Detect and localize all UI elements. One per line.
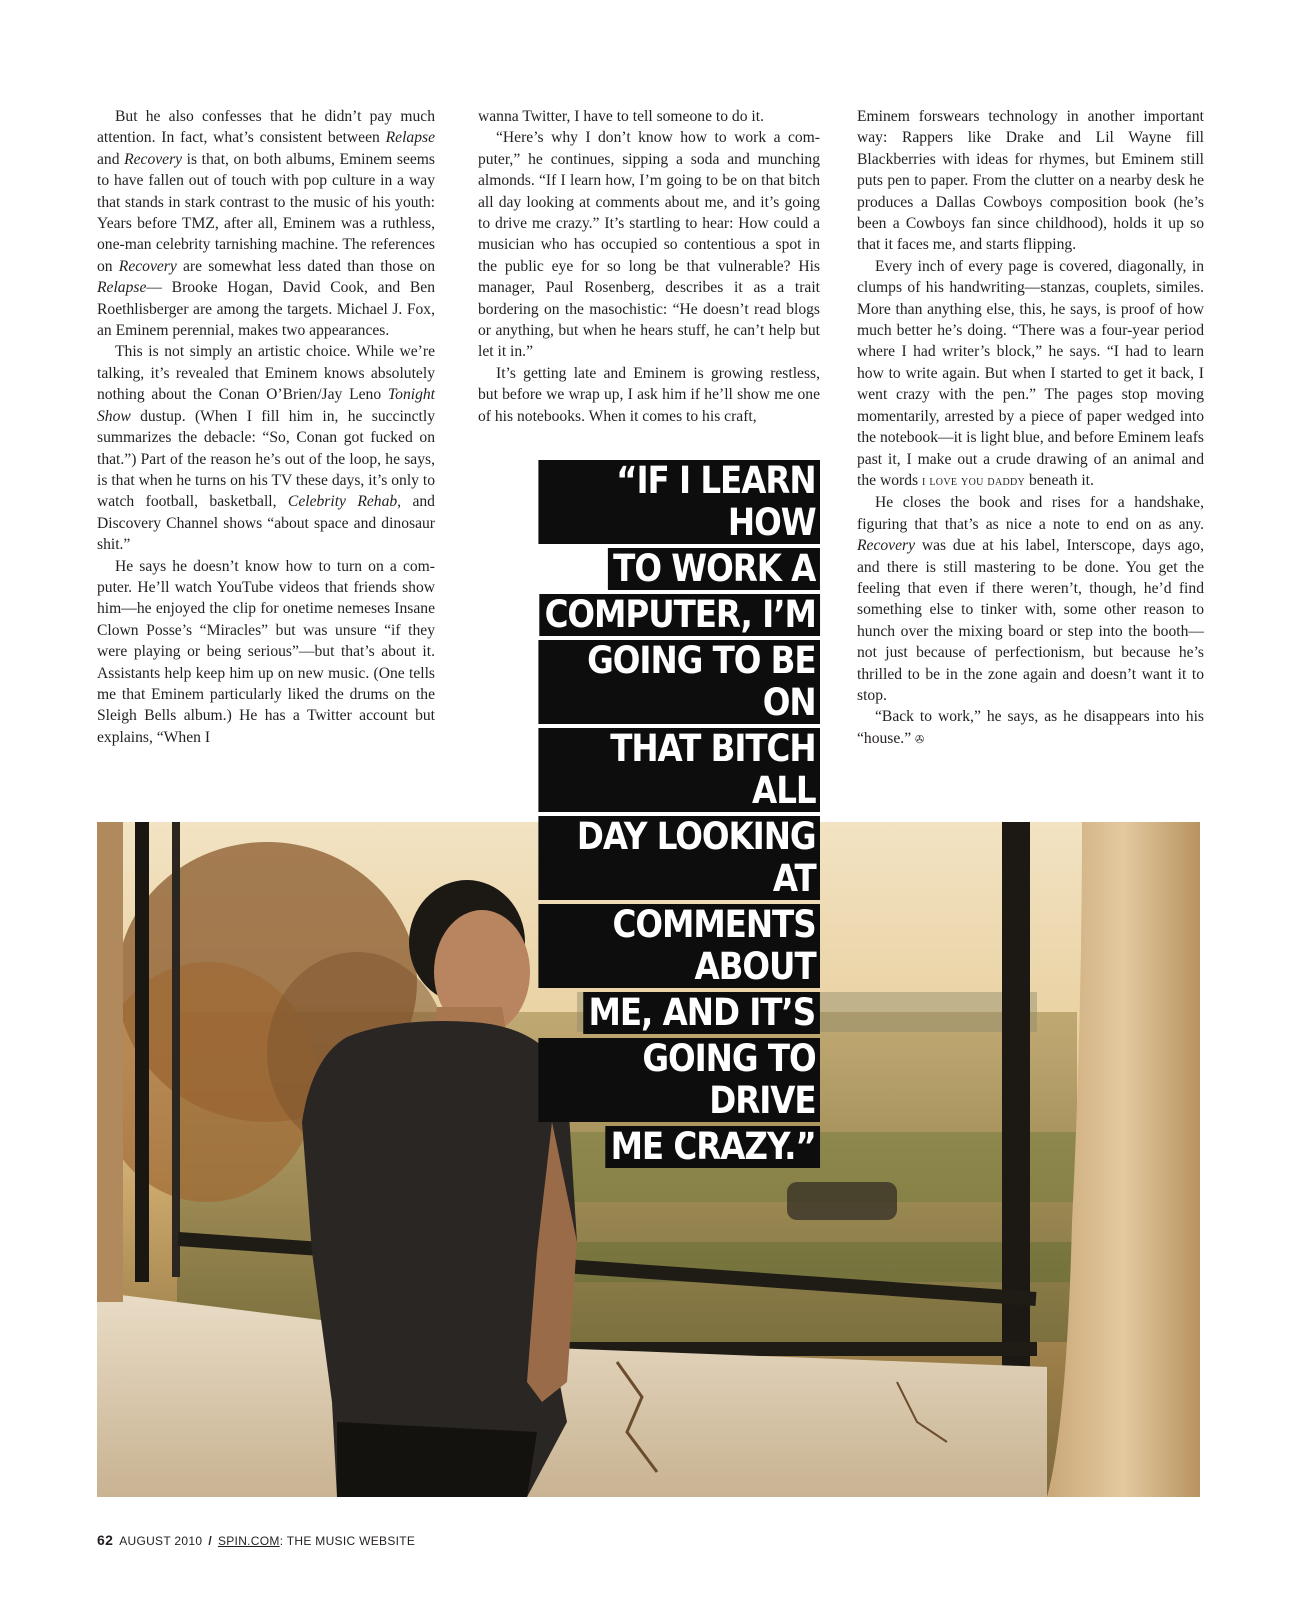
pull-quote-line: TO WORK A	[608, 548, 820, 590]
page-number: 62	[97, 1532, 114, 1548]
paragraph: But he also confesses that he didn’t pay much attention. In fact, what’s consistent between Relapse and Recovery is that, on both albums, Eminem seems to have fallen out of touch with pop culture in a way that stands in stark contrast to the music of his youth: Years before TMZ, after all, Eminem was a ruthless, one-man celebrity tarnishing machine. The references on Recovery are somewhat less dated than those on Relapse— Brooke Hogan, David Cook, and Ben Roethlisberger are among the targets. Michael J. Fox, an Eminem perennial, makes two appearances.	[97, 108, 435, 340]
paragraph: It’s getting late and Eminem is growing restless, but before we wrap up, I ask him if he’ll show me one of his notebooks. When it comes to his craft,	[478, 364, 820, 425]
pull-quote-line: COMMENTS ABOUT	[538, 904, 820, 988]
paragraph: This is not simply an artistic choice. While we’re talking, it’s revealed that Eminem knows absolutely nothing about the Conan O’Brien/Jay Leno Tonight Show dustup. (When I fill him in, he succinctly summarizes the debacle: “So, Conan got fucked on that.”) Part of the reason he’s out of the loop, he says, is that when he turns on his TV these days, it’s only to watch football, basketball, Celebrity Rehab, and Discovery Channel shows “about space and dinosaur shit.”	[97, 343, 435, 554]
pull-quote-line: “IF I LEARN HOW	[538, 460, 820, 544]
paragraph: He closes the book and rises for a handshake, figuring that that’s as nice a note to end on as any. Recovery was due at his label, Interscope, days ago, and there is still mastering to be done. You get the feeling that even if there weren’t, though, he’d find something else to tinker with, some other reason to hunch over the mixing board or step into the booth—not just because of perfectionism, but because he’s thrilled to be in the zone again and doesn’t want it to stop.	[857, 494, 1204, 704]
page-footer	[97, 1532, 415, 1548]
pull-quote-line: THAT BITCH ALL	[538, 728, 820, 812]
paragraph: “Here’s why I don’t know how to work a computer,” he continues, sipping a soda and munching almonds. “If I learn how, I’m going to be on that bitch all day looking at comments about me, and it’s going to drive me crazy.” It’s startling to hear: How could a musician who has occupied so contentious a spot in the public eye for so long be that vulnerable? His manager, Paul Rosenberg, describes it as a trait bordering on the masochistic: “He doesn’t read blogs or anything, but when he hears stuff, he can’t help but let it in.”	[478, 129, 820, 361]
pull-quote	[500, 460, 820, 1172]
pull-quote-line: ME, AND IT’S	[584, 992, 820, 1034]
end-mark-icon: ✇	[915, 733, 925, 746]
site-link[interactable]: SPIN.COM	[217, 1534, 280, 1548]
article-column-1	[97, 106, 435, 748]
issue-date: AUGUST 2010	[119, 1534, 203, 1548]
footer-divider: /	[208, 1534, 212, 1548]
article-column-3	[857, 106, 1204, 751]
article-column-2	[478, 106, 820, 427]
pull-quote-line: GOING TO BE ON	[538, 640, 820, 724]
paragraph: wanna Twitter, I have to tell someone to do it.	[478, 108, 764, 125]
pull-quote-line: DAY LOOKING AT	[538, 816, 820, 900]
site-tagline: : THE MUSIC WEBSITE	[279, 1534, 416, 1548]
pull-quote-line: COMPUTER, I’M	[539, 594, 820, 636]
pull-quote-line: GOING TO DRIVE	[538, 1038, 820, 1122]
paragraph: Eminem forswears technology in another important way: Rappers like Drake and Lil Wayne fill Blackberries with ideas for rhymes, but Eminem still puts pen to paper. From the clutter on a nearby desk he produces a Dallas Cowboys composition book (he’s been a Cowboys fan since childhood), holds it up so that it faces me, and starts flipping.	[857, 108, 1204, 254]
paragraph: He says he doesn’t know how to turn on a computer. He’ll watch YouTube videos that friends show him—he enjoyed the clip for onetime nemeses Insane Clown Posse’s “Miracles” but was unsure “if they were playing or being serious”—but that’s about it. Assistants help keep him up on new music. (One tells me that Eminem particularly liked the drums on the Sleigh Bells album.) He has a Twitter account but explains, “When I	[97, 557, 435, 746]
pull-quote-line: ME CRAZY.”	[605, 1126, 820, 1168]
paragraph: “Back to work,” he says, as he disappears into his “house.” ✇	[857, 708, 1204, 747]
paragraph: Every inch of every page is covered, diagonally, in clumps of his handwriting—stanzas, couplets, similes. More than anything else, this, he says, is proof of how much better he’s doing. “There was a four-year period where I had writer’s block,” he says. “I had to learn how to write again. But when I started to get it back, I went crazy with the pen.” The pages stop moving momentarily, arrested by a piece of paper wedged into the notebook—it is light blue, and before Eminem leafs past it, I make out a crude drawing of an animal and the words i love you daddy beneath it.	[857, 257, 1204, 489]
